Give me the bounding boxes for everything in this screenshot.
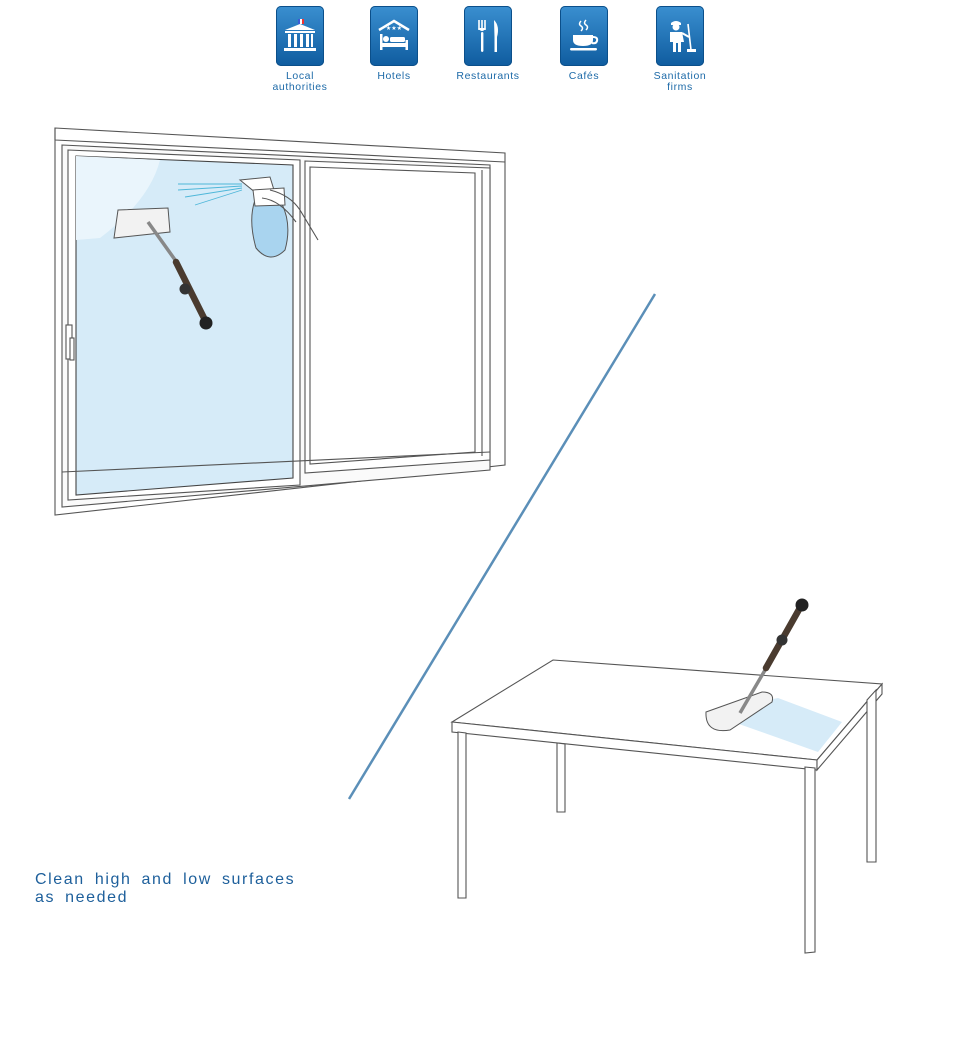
sector-label: Sanitation firms [653, 70, 707, 93]
caption-text: Clean high and low surfaces as needed [35, 871, 296, 906]
sector-label: Restaurants [456, 70, 520, 82]
svg-text:★★★: ★★★ [385, 25, 403, 32]
window-illustration [55, 128, 505, 515]
sector-label: Local authorities [272, 70, 328, 93]
sector-label: Cafés [568, 70, 600, 82]
table-illustration [452, 660, 882, 953]
sector-label: Hotels [377, 70, 411, 82]
